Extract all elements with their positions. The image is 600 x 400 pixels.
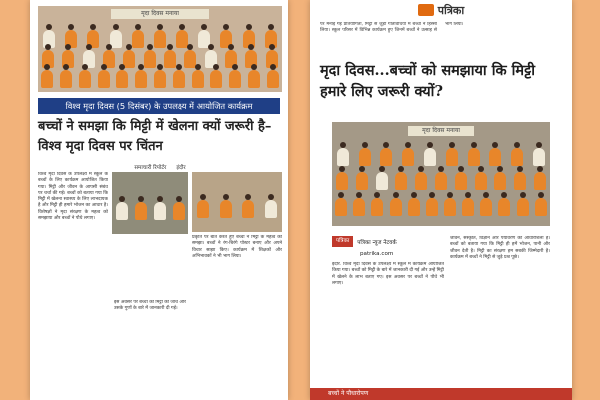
credit-bar bbox=[332, 236, 444, 247]
article-body-col2: प्रकृति पर बात करते हुए बच्चों ने मिट्टी के महत्व को समझा। बच्चों ने रंग-बिरंगे पोस्टर बनाए और अपने विचार साझा किए। कार्यक्रम में शिक्षकों और अभिभावकों ने भी भाग लिया। bbox=[192, 235, 282, 259]
article-headline: बच्चों ने समझा कि मिट्टी में खेलना क्यों जरूरी है–विश्व मृदा दिवस पर चिंतन bbox=[38, 119, 272, 154]
kids-photo bbox=[192, 172, 282, 232]
patrika-logo-icon bbox=[418, 4, 434, 16]
article-headline: मृदा दिवस...बच्चों को समझाया कि मिट्टी हमारे लिए जरूरी क्यों? bbox=[320, 62, 535, 100]
right-newspaper-clipping bbox=[310, 0, 572, 400]
byline-reporter: समाचारी रिपोर्टर bbox=[134, 165, 167, 171]
article-body-col1: विश्व मृदा दिवस के उपलक्ष्य में स्कूल के बच्चों के लिए कार्यक्रम आयोजित किया गया। मिट्टी और जीवन के आपसी संबंध पर चर्चा की गई। बच्चों को बताया गया कि मिट्टी में खेलना स्वास्थ्य के लिए लाभदायक है और मिट्टी ही हमारे भोजन का आधार है। विशेषज्ञों ने मृदा संरक्षण के महत्व को समझाया और बच्चों ने पौधे लगाए। bbox=[38, 172, 108, 222]
article-body-col3: इस अवसर पर बच्चों को मिट्टी की जांच और उसके गुणों के बारे में जानकारी दी गई। bbox=[114, 300, 186, 312]
article-body-col1: इंदौर. विश्व मृदा दिवस के उपलक्ष्य में स्कूल में कार्यक्रम आयोजित किया गया। बच्चों को मिट्टी के बारे में जानकारी दी गई और उन्हें मिट्टी में खेलने के लाभ बताए गए। इस अवसर पर बच्चों ने पौधे भी लगाए। bbox=[332, 262, 444, 287]
left-newspaper-clipping bbox=[30, 0, 288, 400]
credit-name: पत्रिका न्यूज नेटवर्क bbox=[357, 239, 397, 246]
group-photo bbox=[38, 6, 282, 92]
credit-site bbox=[332, 248, 444, 259]
article-body-col2: जीवन, संस्कृति, विज्ञान और पर्यावरण की आधारशिला है। बच्चों को बताया गया कि मिट्टी ही हमें भोजन, पानी और जीवन देती है। मिट्टी का संरक्षण हम सबकी जिम्मेदारी है। कार्यक्रम में बच्चों ने मिट्टी से जुड़े प्रश्न पूछे। bbox=[450, 236, 550, 261]
masthead-title: पत्रिका bbox=[437, 3, 465, 17]
activity-photo bbox=[112, 172, 188, 234]
credit-tag: पत्रिका bbox=[332, 236, 353, 247]
credit-site-label: patrika.com bbox=[360, 250, 394, 257]
previous-article-text: पर मनाई गई प्रतियोगिता, मिट्टी से जुड़ी गतिविधियों में बच्चों ने हिस्सा लिया। स्कूल परिसर में विभिन्न कार्यक्रम हुए जिनमें बच्चों ने उत्साह से भाग लिया। bbox=[320, 22, 464, 33]
byline-city: इंदौर bbox=[176, 165, 186, 171]
byline bbox=[38, 163, 282, 171]
photo-banner: मृदा दिवस मनाया bbox=[111, 9, 209, 19]
group-photo bbox=[332, 122, 550, 226]
event-bar: विश्व मृदा दिवस (5 दिसंबर) के उपलक्ष्य में आयोजित कार्यक्रम bbox=[38, 98, 280, 114]
next-article-strip: बच्चों ने पौधारोपण bbox=[310, 388, 572, 400]
masthead bbox=[310, 0, 572, 20]
photo-banner-strip: मृदा दिवस मनाया bbox=[408, 126, 473, 136]
